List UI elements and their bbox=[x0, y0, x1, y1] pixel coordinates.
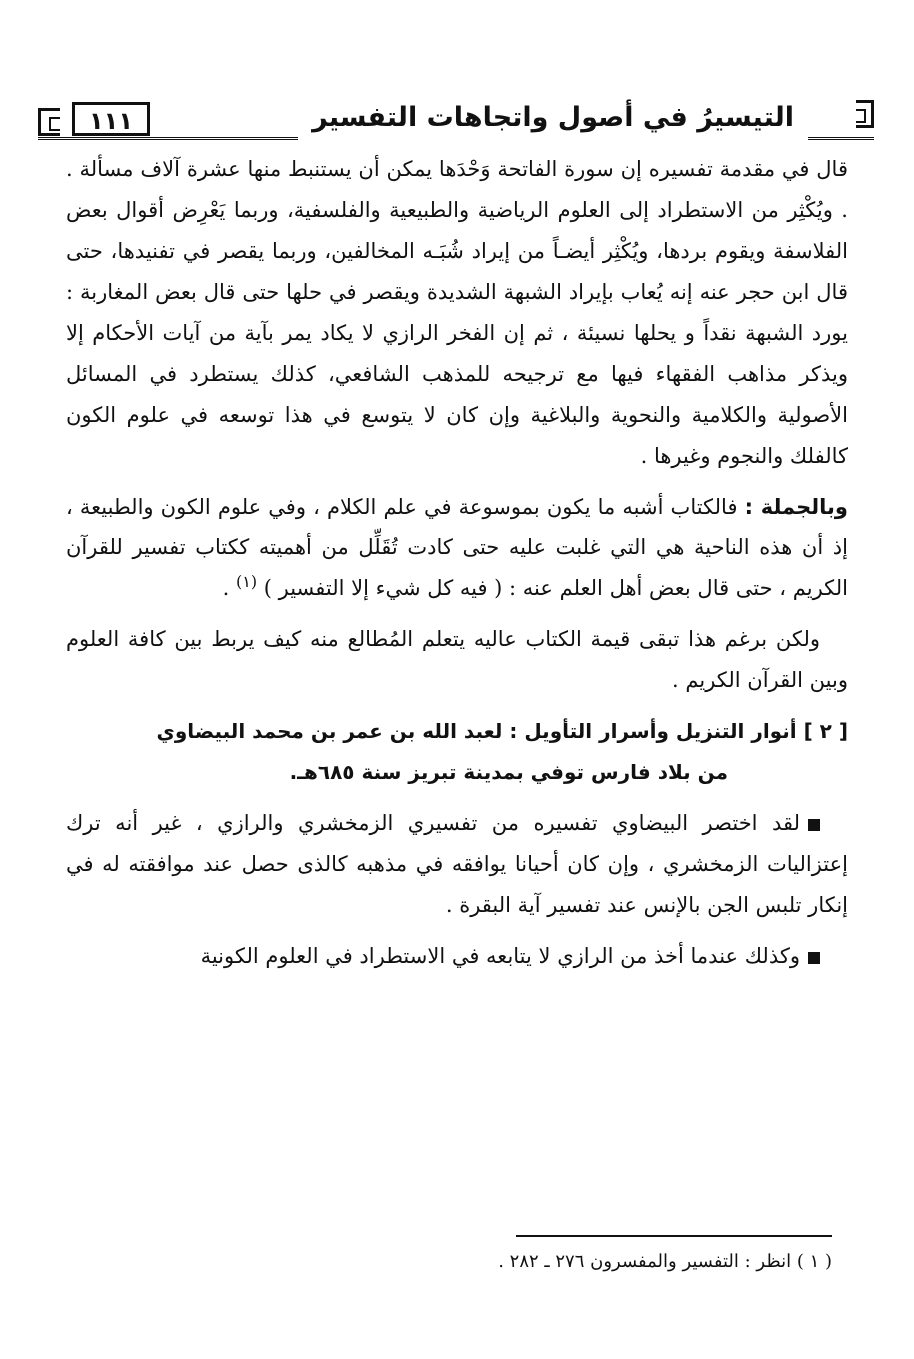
book-title: التيسيرُ في أصول واتجاهات التفسير bbox=[298, 96, 808, 140]
header-ornament-right bbox=[856, 100, 874, 128]
section-title-line-2: من بلاد فارس توفي بمدينة تبريز سنة ٦٨٥هـ. bbox=[289, 760, 728, 785]
paragraph-2-lead: وبالجملة : bbox=[744, 494, 848, 519]
bullet-text-1: لقد اختصر البيضاوي تفسيره من تفسيري الزمخشري والرازي ، غير أنه ترك إعتزاليات الزمخشري ، وإن كان أحيانا يوافقه في مذهبه كالذى حصل عند موافقته له في إنكار تلبس الجن بالإنس عند تفسير آية البقرة . bbox=[66, 811, 848, 918]
page-body bbox=[66, 149, 848, 987]
bullet-text-2: وكذلك عندما أخذ من الرازي لا يتابعه في الاستطراد في العلوم الكونية bbox=[200, 944, 800, 968]
paragraph-1: قال في مقدمة تفسيره إن سورة الفاتحة وَحْدَها يمكن أن يستنبط منها عشرة آلاف مسألة . . ويُكْثِر من الاستطراد إلى العلوم الرياضية والطبيعية والفلسفية، وربما يَعْرِض أقوال بعض الفلاسفة ويقوم بردها، ويُكْثِر أيضـاً من إيراد شُبَـه المخالفين، وربما يقصر في تفنيدها، حتى قال ابن حجر عنه إنه يُعاب بإيراد الشبهة الشديدة ويقصر في حلها حتى قال بعض المغاربة : يورد الشبهة نقداً و يحلها نسيئة ، ثم إن الفخر الرازي لا يكاد يمر بآية من آيات الأحكام إلا ويذكر مذاهب الفقهاء فيها مع ترجيحه للمذهب الشافعي، كذلك يستطرد في المسائل الأصولية والكلامية والنحوية والبلاغية وإن كان لا يتوسع في هذا توسعه في علوم الكون كالفلك والنجوم وغيرها . bbox=[66, 157, 848, 468]
paragraph-2 bbox=[66, 487, 848, 610]
paragraph-2-end: . bbox=[222, 576, 230, 601]
section-title-line-1: أنوار التنزيل وأسرار التأويل : لعبد الله بن عمر بن محمد البيضاوي bbox=[156, 719, 797, 744]
bullet-paragraph-1 bbox=[66, 803, 848, 926]
square-bullet-icon bbox=[808, 819, 820, 831]
paragraph-2-text: فالكتاب أشبه ما يكون بموسوعة في علم الكلام ، وفي علوم الكون والطبيعة ، إذ أن هذه الناحية هي التي غلبت عليه حتى كادت تُقَلِّل من أهميته ككتاب تفسير للقرآن الكريم ، حتى قال بعض أهل العلم عنه : ( فيه كل شيء إلا التفسير ) bbox=[66, 494, 848, 601]
section-heading bbox=[66, 711, 848, 793]
paragraph-3: ولكن برغم هذا تبقى قيمة الكتاب عاليه يتعلم المُطالع منه كيف يربط بين كافة العلوم وبين القرآن الكريم . bbox=[66, 627, 848, 693]
page-number: ١١١ bbox=[72, 102, 150, 136]
square-bullet-icon bbox=[808, 952, 820, 964]
section-number: [ ٢ ] bbox=[803, 719, 848, 744]
bullet-paragraph-2 bbox=[66, 936, 848, 977]
footnote-reference: (١) bbox=[235, 572, 258, 592]
header-ornament-left bbox=[38, 108, 60, 136]
footnote-rule bbox=[516, 1235, 832, 1237]
running-header bbox=[38, 96, 874, 146]
footnote: ( ١ ) انظر : التفسير والمفسرون ٢٧٦ ـ ٢٨٢ . bbox=[498, 1251, 832, 1272]
